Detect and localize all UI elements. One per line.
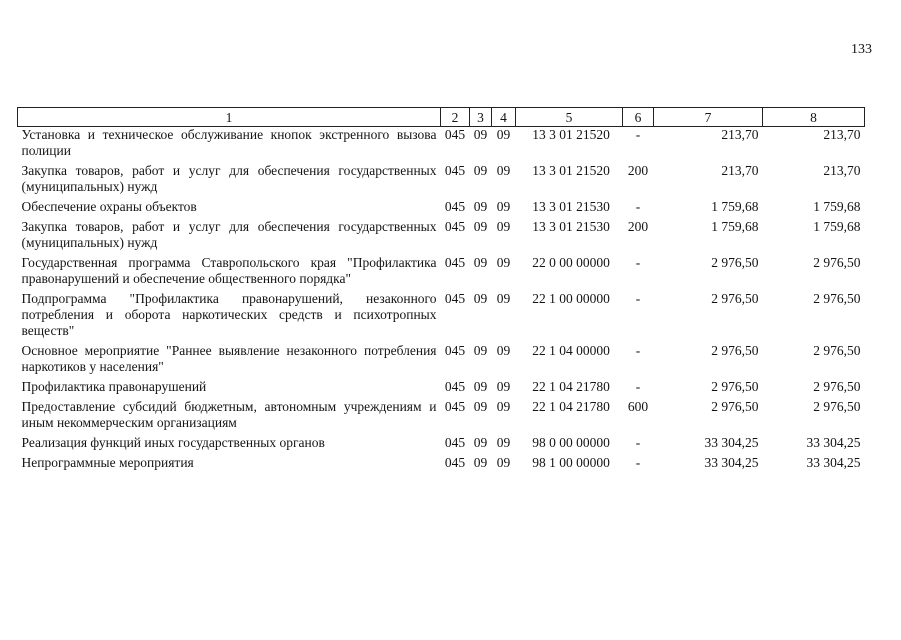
header-row bbox=[18, 108, 865, 127]
row-expense-type: - bbox=[635, 435, 641, 450]
row-amount-2: 213,70 bbox=[823, 163, 861, 178]
table-row bbox=[18, 163, 865, 199]
row-section-code: 09 bbox=[473, 163, 488, 178]
table-body bbox=[18, 127, 865, 476]
row-name: Подпрограмма "Профилактика правонарушений, незаконного потребления и оборота наркотических средств и психотропных веществ" bbox=[21, 291, 437, 338]
page-number: 133 bbox=[851, 42, 872, 57]
table-row bbox=[18, 127, 865, 164]
row-ministry-code: 045 bbox=[444, 163, 466, 178]
row-ministry-code: 045 bbox=[444, 291, 466, 306]
row-subsection-code: 09 bbox=[496, 255, 511, 270]
row-section-code: 09 bbox=[473, 219, 488, 234]
row-amount-2: 1 759,68 bbox=[813, 199, 861, 214]
row-expense-type: - bbox=[635, 343, 641, 358]
row-amount-1: 213,70 bbox=[721, 163, 759, 178]
row-amount-2: 2 976,50 bbox=[813, 343, 861, 358]
row-expense-type: - bbox=[635, 455, 641, 470]
row-name: Государственная программа Ставропольского края "Профилактика правонарушений и обеспечение общественного порядка" bbox=[21, 255, 437, 286]
row-section-code: 09 bbox=[473, 127, 488, 142]
table-row bbox=[18, 399, 865, 435]
row-amount-1: 2 976,50 bbox=[711, 255, 759, 270]
row-amount-2: 2 976,50 bbox=[813, 255, 861, 270]
table-row bbox=[18, 291, 865, 343]
row-subsection-code: 09 bbox=[496, 455, 511, 470]
row-subsection-code: 09 bbox=[496, 343, 511, 358]
row-name: Обеспечение охраны объектов bbox=[21, 199, 197, 214]
row-name: Установка и техническое обслуживание кнопок экстренного вызова полиции bbox=[21, 127, 437, 158]
row-subsection-code: 09 bbox=[496, 291, 511, 306]
row-ministry-code: 045 bbox=[444, 379, 466, 394]
row-amount-1: 1 759,68 bbox=[711, 199, 759, 214]
row-subsection-code: 09 bbox=[496, 219, 511, 234]
row-name: Непрограммные мероприятия bbox=[21, 455, 194, 470]
table-row bbox=[18, 435, 865, 455]
row-amount-1: 2 976,50 bbox=[711, 343, 759, 358]
row-amount-1: 2 976,50 bbox=[711, 291, 759, 306]
header-col-5: 5 bbox=[516, 108, 623, 127]
row-ministry-code: 045 bbox=[444, 399, 466, 414]
row-amount-2: 33 304,25 bbox=[806, 455, 861, 470]
table-header bbox=[18, 108, 865, 127]
row-expense-type: - bbox=[635, 291, 641, 306]
row-subsection-code: 09 bbox=[496, 399, 511, 414]
row-name: Реализация функций иных государственных органов bbox=[21, 435, 325, 450]
row-section-code: 09 bbox=[473, 379, 488, 394]
header-col-7: 7 bbox=[654, 108, 763, 127]
row-target-article: 98 1 00 00000 bbox=[532, 455, 610, 470]
row-amount-1: 33 304,25 bbox=[704, 435, 759, 450]
row-ministry-code: 045 bbox=[444, 343, 466, 358]
row-section-code: 09 bbox=[473, 455, 488, 470]
row-section-code: 09 bbox=[473, 291, 488, 306]
row-expense-type: 200 bbox=[627, 219, 649, 234]
row-ministry-code: 045 bbox=[444, 219, 466, 234]
row-amount-2: 2 976,50 bbox=[813, 379, 861, 394]
row-name: Предоставление субсидий бюджетным, автономным учреждениям и иным некоммерческим организациям bbox=[21, 399, 437, 430]
table-row bbox=[18, 219, 865, 255]
row-name: Закупка товаров, работ и услуг для обеспечения государственных (муниципальных) нужд bbox=[21, 163, 437, 194]
row-section-code: 09 bbox=[473, 435, 488, 450]
row-subsection-code: 09 bbox=[496, 127, 511, 142]
header-col-6: 6 bbox=[623, 108, 654, 127]
row-target-article: 22 1 00 00000 bbox=[532, 291, 610, 306]
row-ministry-code: 045 bbox=[444, 435, 466, 450]
row-amount-1: 2 976,50 bbox=[711, 379, 759, 394]
row-name: Закупка товаров, работ и услуг для обеспечения государственных (муниципальных) нужд bbox=[21, 219, 437, 250]
row-amount-1: 213,70 bbox=[721, 127, 759, 142]
row-subsection-code: 09 bbox=[496, 163, 511, 178]
row-expense-type: - bbox=[635, 255, 641, 270]
header-col-1: 1 bbox=[18, 108, 441, 127]
row-target-article: 22 1 04 21780 bbox=[532, 379, 610, 394]
row-ministry-code: 045 bbox=[444, 199, 466, 214]
header-col-3: 3 bbox=[470, 108, 492, 127]
header-col-2: 2 bbox=[441, 108, 470, 127]
row-expense-type: 200 bbox=[627, 163, 649, 178]
row-amount-2: 1 759,68 bbox=[813, 219, 861, 234]
row-ministry-code: 045 bbox=[444, 127, 466, 142]
row-target-article: 13 3 01 21520 bbox=[532, 127, 610, 142]
row-expense-type: - bbox=[635, 199, 641, 214]
row-section-code: 09 bbox=[473, 343, 488, 358]
row-name: Основное мероприятие "Раннее выявление незаконного потребления наркотиков у населения" bbox=[21, 343, 437, 374]
row-section-code: 09 bbox=[473, 199, 488, 214]
row-amount-2: 2 976,50 bbox=[813, 291, 861, 306]
row-amount-2: 213,70 bbox=[823, 127, 861, 142]
row-ministry-code: 045 bbox=[444, 455, 466, 470]
row-amount-1: 2 976,50 bbox=[711, 399, 759, 414]
row-subsection-code: 09 bbox=[496, 435, 511, 450]
row-target-article: 22 0 00 00000 bbox=[532, 255, 610, 270]
row-amount-2: 2 976,50 bbox=[813, 399, 861, 414]
row-expense-type: - bbox=[635, 379, 641, 394]
row-target-article: 22 1 04 00000 bbox=[532, 343, 610, 358]
row-expense-type: - bbox=[635, 127, 641, 142]
row-target-article: 13 3 01 21530 bbox=[532, 219, 610, 234]
table-row bbox=[18, 455, 865, 475]
row-amount-2: 33 304,25 bbox=[806, 435, 861, 450]
row-target-article: 22 1 04 21780 bbox=[532, 399, 610, 414]
row-ministry-code: 045 bbox=[444, 255, 466, 270]
row-target-article: 13 3 01 21520 bbox=[532, 163, 610, 178]
row-subsection-code: 09 bbox=[496, 199, 511, 214]
row-amount-1: 33 304,25 bbox=[704, 455, 759, 470]
table-row bbox=[18, 199, 865, 219]
row-amount-1: 1 759,68 bbox=[711, 219, 759, 234]
row-target-article: 13 3 01 21530 bbox=[532, 199, 610, 214]
row-target-article: 98 0 00 00000 bbox=[532, 435, 610, 450]
row-subsection-code: 09 bbox=[496, 379, 511, 394]
header-col-4: 4 bbox=[492, 108, 516, 127]
table-row bbox=[18, 255, 865, 291]
row-expense-type: 600 bbox=[627, 399, 649, 414]
row-section-code: 09 bbox=[473, 255, 488, 270]
row-section-code: 09 bbox=[473, 399, 488, 414]
table-row bbox=[18, 343, 865, 379]
table-row bbox=[18, 379, 865, 399]
row-name: Профилактика правонарушений bbox=[21, 379, 207, 394]
header-col-8: 8 bbox=[763, 108, 865, 127]
budget-table bbox=[17, 107, 865, 475]
